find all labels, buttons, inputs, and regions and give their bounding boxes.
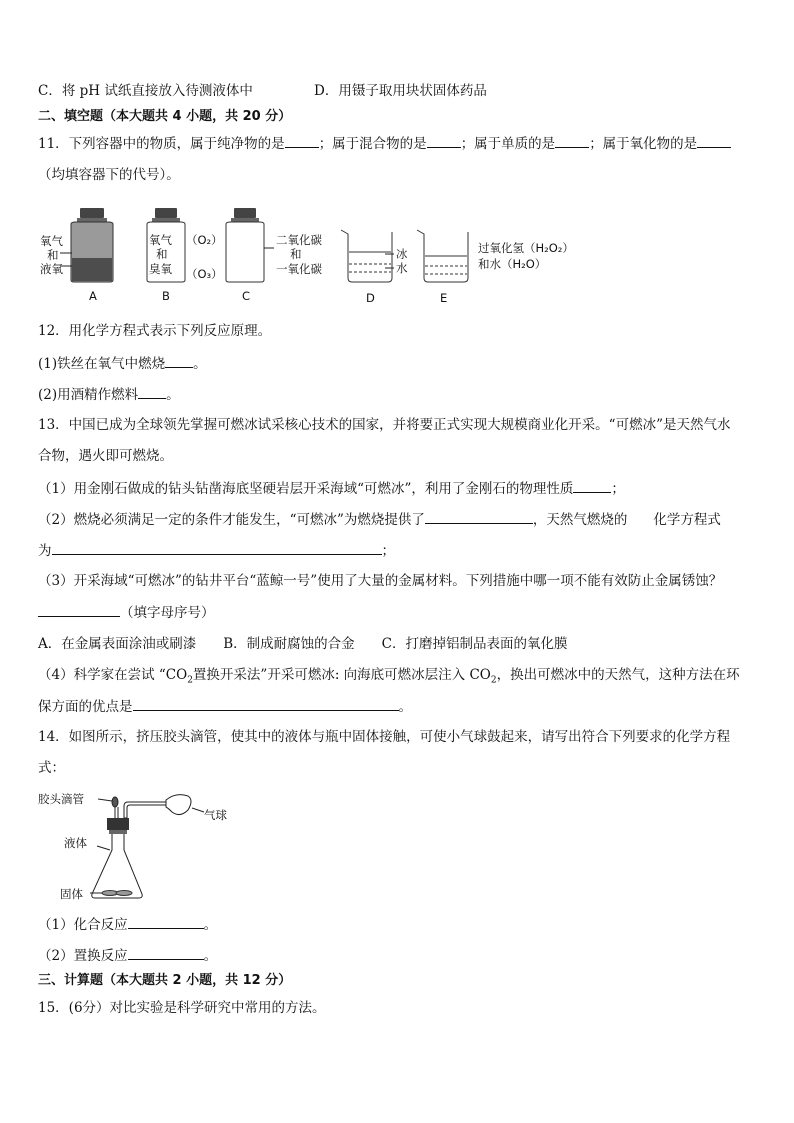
q14-sub-2 bbox=[38, 946, 217, 965]
label-solid: 固体 bbox=[60, 887, 83, 901]
q11-blank-oxide[interactable] bbox=[697, 134, 731, 148]
q14-apparatus-figure bbox=[34, 786, 254, 908]
q14-blank-2[interactable] bbox=[128, 946, 204, 960]
q13-s4-end: 。 bbox=[398, 699, 412, 715]
q14-s1-text: （1）化合反应 bbox=[38, 917, 128, 933]
c-label-co: 一氧化碳 bbox=[276, 262, 322, 276]
label-balloon: 气球 bbox=[204, 808, 227, 822]
q14-sub-1 bbox=[38, 915, 217, 934]
q13-s4-b: 置换开采法”开采可燃冰: 向海底可燃冰层注入 CO bbox=[192, 667, 491, 683]
q12-sub-1 bbox=[38, 354, 207, 373]
q13-s4-line2: 保方面的优点是 bbox=[38, 699, 133, 715]
q11-stem bbox=[38, 134, 731, 153]
q13-blank-3[interactable] bbox=[38, 603, 120, 617]
q12-stem: 12．用化学方程式表示下列反应原理。 bbox=[38, 323, 272, 339]
q14-line-1: 14．如图所示，挤压胶头滴管，使其中的液体与瓶中固体接触，可使小气球鼓起来，请写出符合下列要求的化学方程 bbox=[38, 729, 731, 745]
b-label-o3: （O₃） bbox=[186, 267, 223, 281]
q13-s3-hint: （填字母序号） bbox=[120, 605, 215, 621]
q12-s2-end: 。 bbox=[166, 387, 180, 403]
q13-s2-text-c: 化学方程式 bbox=[653, 512, 721, 528]
b-label-ozone: 臭氧 bbox=[149, 262, 172, 276]
q13-blank-2a[interactable] bbox=[425, 510, 533, 524]
container-c bbox=[226, 208, 322, 303]
q13-sub-3: （3）开采海域“可燃冰”的钻井平台“蓝鲸一号”使用了大量的金属材料。下列措施中哪一项不能有效防止金属锈蚀？ bbox=[38, 573, 723, 589]
q14-s1-end: 。 bbox=[203, 917, 218, 933]
q13-line-1: 13．中国已成为全球领先掌握可燃冰试采核心技术的国家，并将要正式实现大规模商业化开采。“可燃冰”是天然气水 bbox=[38, 417, 731, 433]
q11-blank-mixture[interactable] bbox=[427, 134, 461, 148]
q12-blank-1[interactable] bbox=[165, 354, 193, 368]
section-3-title: 三、计算题（本大题共 2 小题，共 12 分） bbox=[38, 973, 292, 988]
q11-containers-figure bbox=[36, 200, 596, 310]
q13-sub-3-answer bbox=[38, 603, 215, 622]
q13-s1-text: （1）用金刚石做成的钻头钻凿海底坚硬岩层开采海域“可燃冰”，利用了金刚石的物理性质 bbox=[38, 481, 574, 497]
container-e bbox=[417, 230, 574, 305]
q11-blank-element[interactable] bbox=[555, 134, 589, 148]
d-label-ice: 冰 bbox=[396, 247, 408, 261]
q13-sub-2 bbox=[38, 510, 721, 529]
q13-s2-text-d: 为 bbox=[38, 543, 52, 559]
q13-s1-end: ； bbox=[611, 481, 625, 497]
a-letter: A bbox=[89, 289, 97, 303]
q12-s1-end: 。 bbox=[193, 356, 207, 372]
q10-option-d: D．用镊子取用块状固体药品 bbox=[314, 83, 487, 99]
q13-sub-4-cont bbox=[38, 697, 412, 716]
q14-blank-1[interactable] bbox=[128, 915, 204, 929]
q11-note: （均填容器下的代号）。 bbox=[38, 167, 180, 183]
q13-s2-text-b: ，天然气燃烧的 bbox=[532, 512, 628, 528]
b-label-o2: （O₂） bbox=[186, 233, 223, 247]
e-label-water: 和水（H₂O） bbox=[478, 257, 547, 271]
q13-sub-4 bbox=[38, 666, 740, 690]
q11-text-1: 11．下列容器中的物质，属于纯净物的是 bbox=[38, 136, 285, 152]
container-b bbox=[147, 208, 223, 303]
q13-line-2: 合物，遇火即可燃烧。 bbox=[38, 448, 173, 464]
a-label-oxygen: 氧气 bbox=[40, 234, 63, 248]
b-letter: B bbox=[162, 289, 170, 303]
label-dropper: 胶头滴管 bbox=[38, 792, 84, 806]
q13-sub-2-cont bbox=[38, 541, 395, 560]
a-label-liquid-oxygen: 液氧 bbox=[40, 262, 63, 276]
label-liquid: 液体 bbox=[64, 836, 87, 850]
q13-s2-end: ； bbox=[381, 543, 395, 559]
b-label-and: 和 bbox=[156, 247, 168, 261]
q11-text-2: ；属于混合物的是 bbox=[318, 136, 427, 152]
c-label-co2: 二氧化碳 bbox=[276, 233, 322, 247]
q11-text-3: ；属于单质的是 bbox=[460, 136, 556, 152]
b-label-oxygen: 氧气 bbox=[149, 233, 172, 247]
q13-blank-2b[interactable] bbox=[52, 541, 382, 555]
q13-s4-c: ，换出可燃冰中的天然气，这种方法在环 bbox=[496, 667, 740, 683]
q13-s4-sub-1: 2 bbox=[187, 675, 193, 686]
q13-sub-3-options: A．在金属表面涂油或刷漆 B．制成耐腐蚀的合金 C．打磨掉铝制品表面的氧化膜 bbox=[38, 636, 568, 652]
q12-sub-2 bbox=[38, 385, 180, 404]
c-label-and: 和 bbox=[290, 247, 302, 261]
q15-stem: 15．(6分）对比实验是科学研究中常用的方法。 bbox=[38, 1000, 326, 1016]
q13-sub-1 bbox=[38, 479, 625, 498]
container-a bbox=[40, 208, 113, 303]
q12-s1-text: (1)铁丝在氧气中燃烧 bbox=[38, 356, 166, 372]
q14-s2-text: （2）置换反应 bbox=[38, 948, 128, 964]
q13-s2-text-a: （2）燃烧必须满足一定的条件才能发生，“可燃冰”为燃烧提供了 bbox=[38, 512, 425, 528]
q13-s4-a: （4）科学家在尝试 “CO bbox=[38, 667, 188, 683]
q11-text-4: ；属于氧化物的是 bbox=[589, 136, 698, 152]
section-2-title: 二、填空题（本大题共 4 小题，共 20 分） bbox=[38, 109, 292, 124]
q13-s4-sub-2: 2 bbox=[490, 675, 497, 686]
d-letter: D bbox=[366, 291, 375, 305]
a-label-and: 和 bbox=[47, 248, 59, 262]
d-label-water: 水 bbox=[396, 261, 408, 275]
q14-s2-end: 。 bbox=[203, 948, 218, 964]
q11-blank-pure[interactable] bbox=[285, 134, 319, 148]
e-label-h2o2: 过氧化氢（H₂O₂） bbox=[478, 241, 574, 255]
container-d bbox=[341, 230, 408, 305]
q13-blank-4[interactable] bbox=[133, 697, 399, 711]
q12-s2-text: (2)用酒精作燃料 bbox=[38, 387, 139, 403]
q13-blank-1[interactable] bbox=[573, 479, 611, 493]
q14-line-2: 式： bbox=[38, 760, 65, 776]
q12-blank-2[interactable] bbox=[138, 385, 166, 399]
e-letter: E bbox=[440, 291, 448, 305]
c-letter: C bbox=[242, 289, 251, 303]
q10-option-c: C．将 pH 试纸直接放入待测液体中 bbox=[38, 83, 253, 99]
